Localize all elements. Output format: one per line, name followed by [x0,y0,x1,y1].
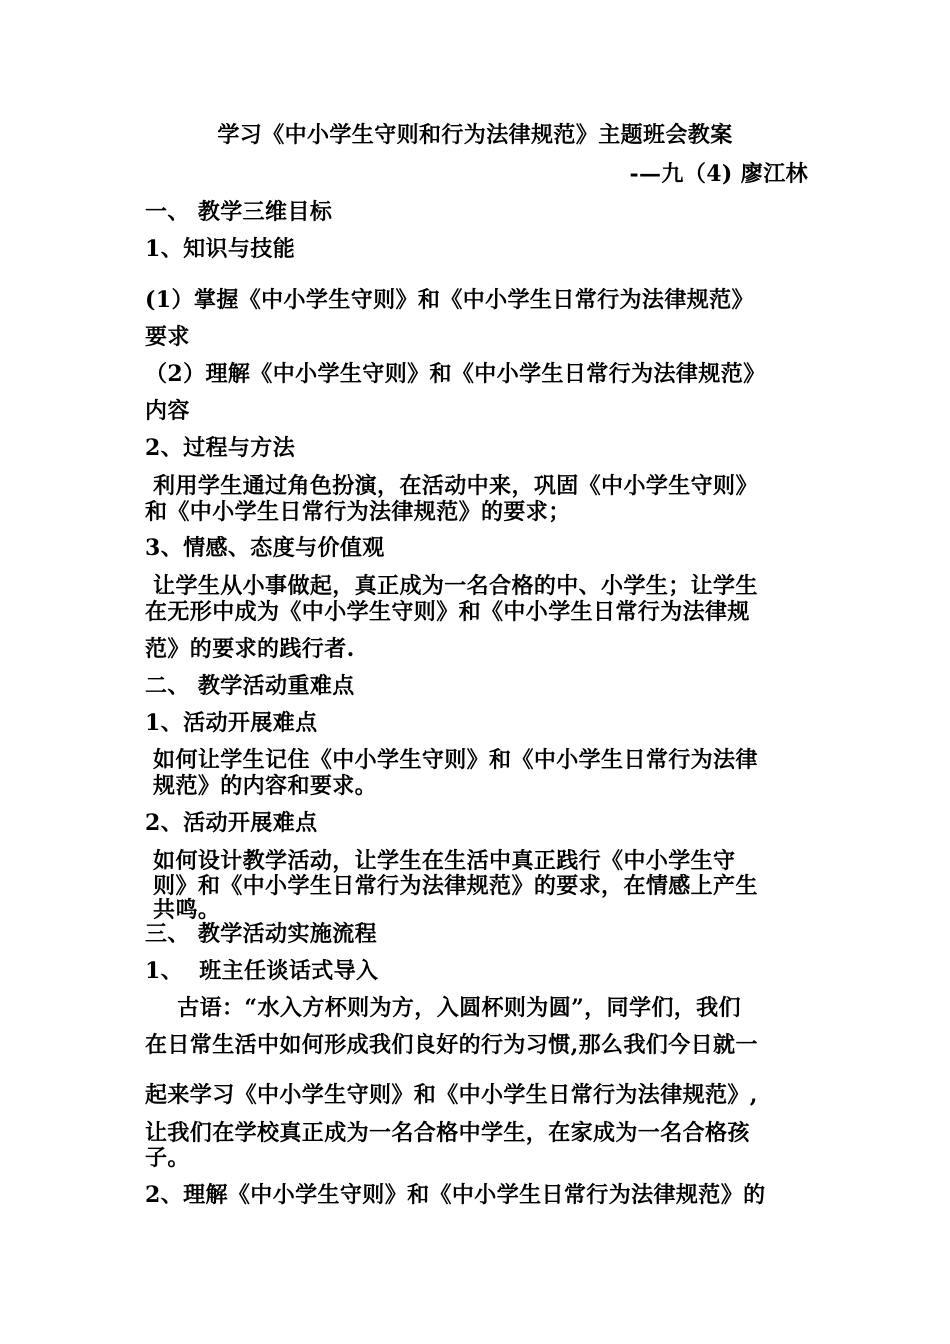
paragraph-line: 在无形中成为《中小学生守则》和《中小学生日常行为法律规 [145,599,750,625]
subsection-heading: 1、知识与技能 [145,236,296,262]
subsection-heading: 2、理解《中小学生守则》和《中小学生日常行为法律规范》的 [145,1182,766,1208]
paragraph-line: 共鸣。 [145,897,221,923]
section-heading: 三、 教学活动实施流程 [145,921,378,947]
subsection-heading: 2、活动开展难点 [145,810,318,836]
paragraph-line: 范》的要求的践行者. [145,636,355,662]
paragraph-line: 利用学生通过角色扮演，在活动中来，巩固《中小学生守则》 [145,473,758,499]
paragraph-line: (1）掌握《中小学生守则》和《中小学生日常行为法律规范》 [145,287,754,313]
paragraph-line: （2）理解《中小学生守则》和《中小学生日常行为法律规范》 [145,361,766,387]
paragraph-line: 规范》的内容和要求。 [145,773,378,799]
paragraph-line: 让我们在学校真正成为一名合格中学生，在家成为一名合格孩 [145,1120,750,1146]
subsection-heading: 1、活动开展难点 [145,710,318,736]
paragraph-line: 子。 [145,1145,190,1171]
paragraph-line: 古语：“水入方杯则为方，入圆杯则为圆”，同学们，我们 [145,995,741,1021]
paragraph-line: 在日常生活中如何形成我们良好的行为习惯,那么我们今日就一 [145,1032,758,1058]
document-title: 学习《中小学生守则和行为法律规范》主题班会教案 [217,122,733,148]
paragraph-line: 内容 [145,398,190,424]
subsection-heading: 3、情感、态度与价值观 [145,535,385,561]
paragraph-line: 如何设计教学活动，让学生在生活中真正践行《中小学生守 [145,848,736,874]
paragraph-line: 则》和《中小学生日常行为法律规范》的要求，在情感上产生 [145,873,758,899]
paragraph-line: 让学生从小事做起，真正成为一名合格的中、小学生；让学生 [145,573,758,599]
paragraph-line: 和《中小学生日常行为法律规范》的要求； [145,499,571,525]
subsection-heading: 1、 班主任谈话式导入 [145,958,379,984]
document-author: -—九（4) 廖江林 [629,161,808,187]
section-heading: 二、 教学活动重难点 [145,673,355,699]
paragraph-line: 起来学习《中小学生守则》和《中小学生日常行为法律规范》, [145,1082,758,1108]
paragraph-line: 要求 [145,324,190,350]
paragraph-line: 如何让学生记住《中小学生守则》和《中小学生日常行为法律 [145,747,758,773]
section-heading: 一、 教学三维目标 [145,199,333,225]
subsection-heading: 2、过程与方法 [145,435,296,461]
